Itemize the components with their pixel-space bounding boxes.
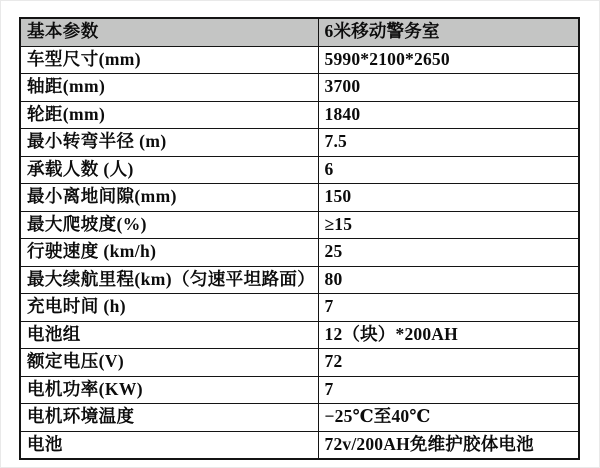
table-row [20,156,579,184]
value-cell: 7 [318,376,579,404]
param-cell: 最大续航里程(km)（匀速平坦路面） [20,266,318,294]
value-cell: 1840 [318,101,579,129]
param-cell: 充电时间 (h) [20,294,318,322]
table-row [20,184,579,212]
table-row [20,239,579,267]
value-cell: 3700 [318,74,579,102]
param-cell: 最小离地间隙(mm) [20,184,318,212]
spec-table [19,17,580,460]
value-cell: 5990*2100*2650 [318,46,579,74]
table-row [20,101,579,129]
value-cell: 150 [318,184,579,212]
value-cell: 25 [318,239,579,267]
param-cell: 电池组 [20,321,318,349]
value-cell: −25℃至40℃ [318,404,579,432]
header-value-cell: 6米移动警务室 [318,18,579,46]
table-row [20,266,579,294]
param-cell: 最大爬坡度(%) [20,211,318,239]
param-cell: 承载人数 (人) [20,156,318,184]
param-cell: 电池 [20,431,318,459]
param-cell: 车型尺寸(mm) [20,46,318,74]
param-cell: 行驶速度 (km/h) [20,239,318,267]
param-cell: 轴距(mm) [20,74,318,102]
table-row [20,321,579,349]
value-cell: 6 [318,156,579,184]
param-cell: 轮距(mm) [20,101,318,129]
param-cell: 电机环境温度 [20,404,318,432]
value-cell: 72 [318,349,579,377]
param-cell: 电机功率(KW) [20,376,318,404]
value-cell: 72v/200AH免维护胶体电池 [318,431,579,459]
table-header-row [20,18,579,46]
table-row [20,349,579,377]
value-cell: 80 [318,266,579,294]
table-row [20,294,579,322]
table-row [20,211,579,239]
value-cell: ≥15 [318,211,579,239]
value-cell: 7 [318,294,579,322]
table-row [20,74,579,102]
param-cell: 额定电压(V) [20,349,318,377]
table-row [20,129,579,157]
table-row [20,376,579,404]
table-row [20,46,579,74]
header-param-cell: 基本参数 [20,18,318,46]
value-cell: 7.5 [318,129,579,157]
value-cell: 12（块）*200AH [318,321,579,349]
param-cell: 最小转弯半径 (m) [20,129,318,157]
table-row [20,431,579,459]
table-row [20,404,579,432]
